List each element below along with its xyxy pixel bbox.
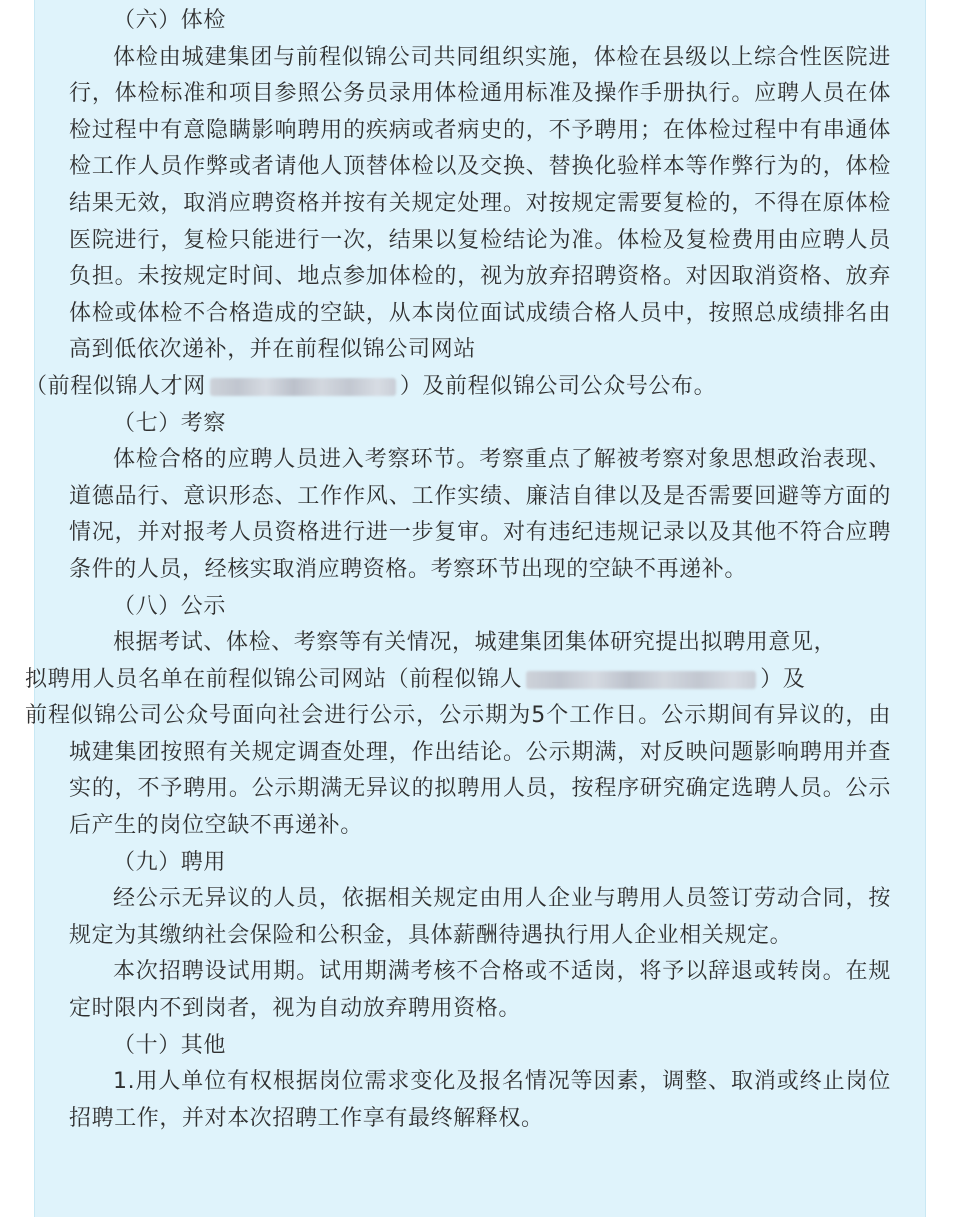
redacted-url xyxy=(210,378,396,396)
article-body xyxy=(25,3,891,1137)
paragraph-publicity-line1: 根据考试、体检、考察等有关情况，城建集团集体研究提出拟聘用意见， xyxy=(113,630,837,656)
publicity-website-suffix: ）及 xyxy=(760,666,806,692)
paragraph-other-1: 1.用人单位有权根据岗位需求变化及报名情况等因素，调整、取消或终止岗位招聘工作，并对本次招聘工作享有最终解释权。 xyxy=(69,1069,891,1131)
paragraph-employment-probation: 本次招聘设试用期。试用期满考核不合格或不适岗，将予以辞退或转岗。在规定时限内不到岗者，视为自动放弃聘用资格。 xyxy=(69,959,891,1022)
paragraph-inspection: 体检合格的应聘人员进入考察环节。考察重点了解被考察对象思想政治表现、道德品行、意识形态、工作作风、工作实绩、廉洁自律以及是否需要回避等方面的情况，并对报考人员资格进行进一步复审。对有违纪违规记录以及其他不符合应聘条件的人员，经核实取消应聘资格。考察环节出现的空缺不再递补。 xyxy=(69,447,891,582)
paragraph-physical-exam-tail xyxy=(25,374,716,399)
section-heading-employment: （九）聘用 xyxy=(113,849,227,875)
section-heading-other: （十）其他 xyxy=(113,1032,227,1058)
section-heading-publicity: （八）公示 xyxy=(113,593,227,619)
paragraph-publicity xyxy=(25,625,891,845)
paragraph-physical-exam-text: 体检由城建集团与前程似锦公司共同组织实施，体检在县级以上综合性医院进行，体检标准和项目参照公务员录用体检通用标准及操作手册执行。应聘人员在体检过程中有意隐瞒影响聘用的疾病或者病史的，不予聘用；在体检过程中有串通体检工作人员作弊或者请他人顶替体检以及交换、替换化验样本等作弊行为的，体检结果无效，取消应聘资格并按有关规定处理。对按规定需要复检的，不得在原体检医院进行，复检只能进行一次，结果以复检结论为准。体检及复检费用由应聘人员负担。未按规定时间、地点参加体检的，视为放弃招聘资格。对因取消资格、放弃体检或体检不合格造成的空缺，从本岗位面试成绩合格人员中，按照总成绩排名由高到低依次递补，并在前程似锦公司网站 xyxy=(69,44,891,363)
publicity-website-prefix: 拟聘用人员名单在前程似锦公司网站（前程似锦人 xyxy=(25,666,523,692)
paragraph-employment-contract: 经公示无异议的人员，依据相关规定由用人企业与聘用人员签订劳动合同，按规定为其缴纳社会保险和公积金，具体薪酬待遇执行用人企业相关规定。 xyxy=(69,886,891,948)
website-prefix: （前程似锦人才网 xyxy=(25,373,206,399)
section-heading-inspection: （七）考察 xyxy=(113,410,227,436)
website-suffix: ）及前程似锦公司公众号公布。 xyxy=(399,373,717,399)
paragraph-physical-exam xyxy=(25,40,891,406)
paragraph-publicity-line2 xyxy=(25,667,805,692)
paragraph-publicity-rest: 前程似锦公司公众号面向社会进行公示，公示期为5个工作日。公示期间有异议的，由城建集团按照有关规定调查处理，作出结论。公示期满，对反映问题影响聘用并查实的，不予聘用。公示期满无异议的拟聘用人员，按程序研究确定选聘人员。公示后产生的岗位空缺不再递补。 xyxy=(25,703,891,839)
section-heading-physical-exam: （六）体检 xyxy=(113,8,227,33)
redacted-url xyxy=(526,671,756,689)
